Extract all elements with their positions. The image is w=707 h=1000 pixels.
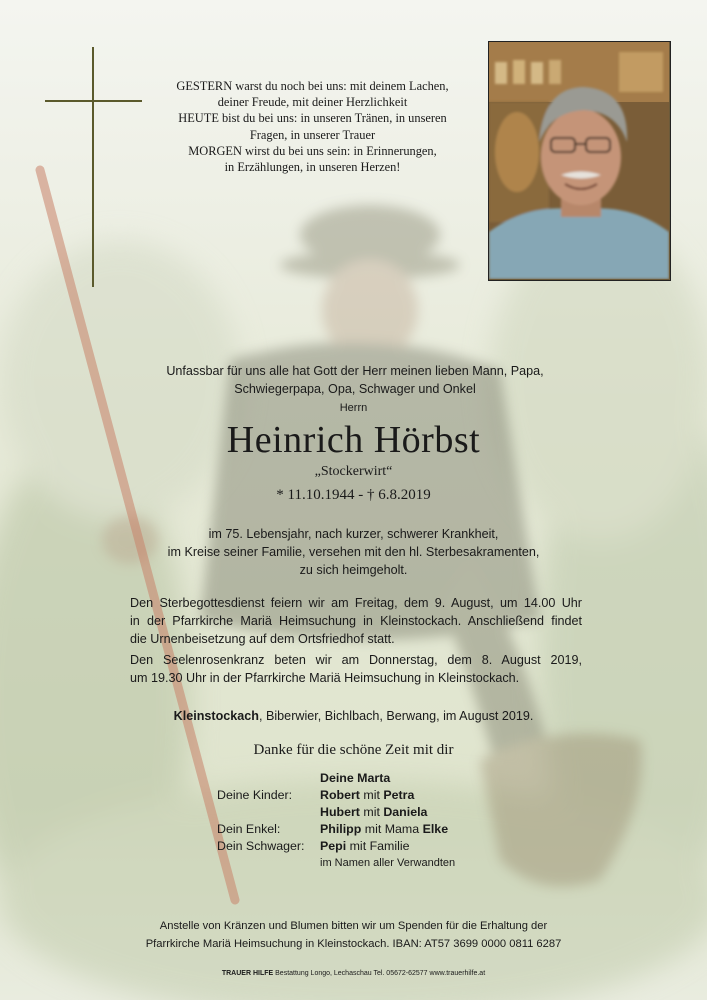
imprint-text: Bestattung Longo, Lechaschau Tel. 05672-62577 www.trauerhilfe.at — [273, 970, 486, 977]
imprint-brand: TRAUER HILFE — [221, 970, 274, 977]
connector-text: mit — [359, 805, 384, 819]
intro-line: Schwiegerpapa, Opa, Schwager und Onkel — [234, 382, 476, 396]
connector-text: mit — [359, 788, 384, 802]
children-label: Deine Kinder: — [217, 788, 293, 802]
grandchild-label: Dein Enkel: — [217, 822, 281, 836]
brother-in-law-label: Dein Schwager: — [217, 839, 305, 853]
donation-line: Pfarrkirche Mariä Heimsuchung in Kleinstockach. IBAN: AT57 3699 0000 0811 6287 — [145, 938, 562, 950]
funeral-line: die Urnenbeisetzung auf dem Ortsfriedhof statt. — [130, 632, 395, 646]
death-notice-line: im Kreise seiner Familie, versehen mit den hl. Sterbesakramenten, — [167, 545, 540, 559]
portrait-photo — [488, 41, 671, 281]
intro-line: Unfassbar für uns alle hat Gott der Herr meinen lieben Mann, Papa, — [166, 364, 544, 378]
connector-text: mit Familie — [346, 839, 410, 853]
deceased-name: Heinrich Hörbst — [226, 419, 481, 461]
partner-name: Petra — [383, 788, 415, 802]
title-herrn: Herrn — [339, 402, 368, 414]
poem-line: MORGEN wirst du bei uns sein: in Erinnerungen, — [188, 143, 437, 158]
life-dates: * 11.10.1944 - † 6.8.2019 — [276, 487, 431, 503]
imprint — [0, 970, 707, 977]
connector-text: mit Mama — [361, 822, 423, 836]
funeral-line: Den Sterbegottesdienst feiern wir am Freitag, dem 9. August, um 14.00 Uhr — [130, 596, 582, 610]
poem-line: GESTERN warst du noch bei uns: mit deinem Lachen, — [176, 79, 449, 93]
deceased-nickname: „Stockerwirt“ — [314, 464, 393, 479]
poem-line: Fragen, in unserer Trauer — [249, 127, 376, 142]
relatives-line: im Namen aller Verwandten — [320, 857, 456, 869]
places-line — [0, 709, 707, 723]
donation-note — [100, 917, 607, 953]
intro-text — [120, 362, 590, 398]
rosary-line: um 19.30 Uhr in der Pfarrkirche Mariä Heimsuchung in Kleinstockach. — [130, 671, 520, 685]
brother-in-law-name: Pepi — [320, 839, 347, 853]
portrait-illustration — [489, 42, 669, 279]
places-home: Kleinstockach — [173, 709, 259, 723]
rosary-line: Den Seelenrosenkranz beten wir am Donnerstag, dem 8. August 2019, — [130, 653, 582, 667]
mother-name: Elke — [422, 822, 449, 836]
wife-name: Deine Marta — [320, 771, 391, 785]
places-rest: , Biberwier, Bichlbach, Berwang, im August 2019. — [258, 709, 534, 723]
poem-line: HEUTE bist du bei uns: in unseren Tränen, in unseren — [178, 111, 447, 126]
funeral-info — [130, 594, 582, 648]
grandchild-name: Philipp — [320, 822, 362, 836]
poem-line: in Erzählungen, in unseren Herzen! — [224, 160, 401, 175]
poem-line: deiner Freude, mit deiner Herzlichkeit — [217, 95, 408, 110]
cross-vertical-bar — [92, 47, 94, 287]
cross-horizontal-bar — [45, 100, 142, 102]
partner-name: Daniela — [383, 805, 428, 819]
death-notice — [100, 525, 607, 579]
donation-line: Anstelle von Kränzen und Blumen bitten wir um Spenden für die Erhaltung der — [159, 920, 548, 932]
death-notice-line: zu sich heimgeholt. — [299, 563, 408, 577]
child-name: Robert — [320, 788, 360, 802]
poem — [150, 78, 475, 175]
funeral-line: in der Pfarrkirche Mariä Heimsuchung in Kleinstockach. Anschließend findet — [130, 614, 582, 628]
thanks-line: Danke für die schöne Zeit mit dir — [253, 742, 454, 758]
rosary-info — [130, 651, 582, 687]
child-name: Hubert — [320, 805, 360, 819]
death-notice-line: im 75. Lebensjahr, nach kurzer, schwerer Krankheit, — [208, 527, 499, 541]
